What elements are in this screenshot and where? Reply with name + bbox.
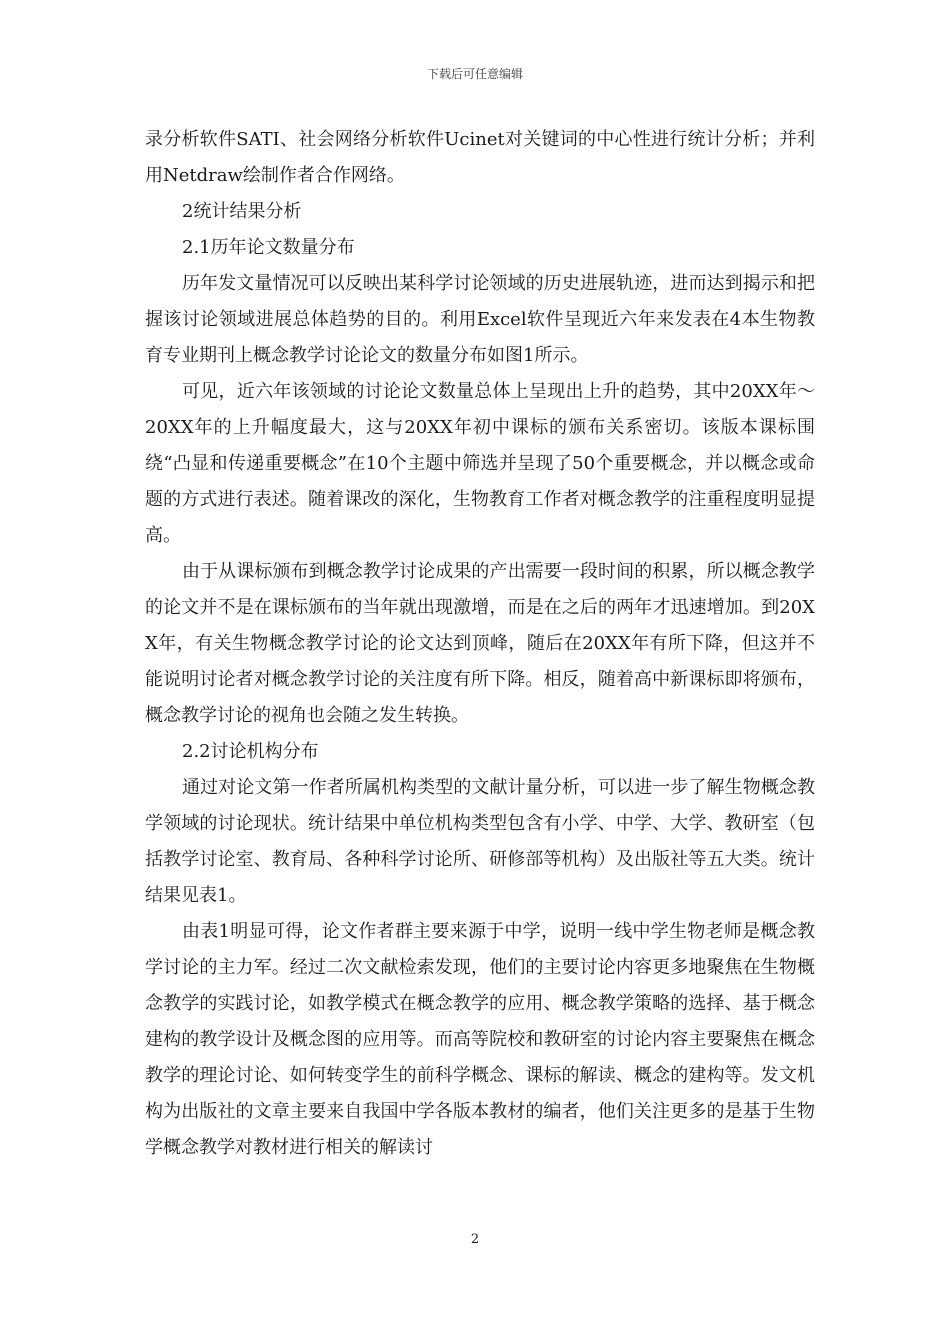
paragraph-institution-types: 通过对论文第一作者所属机构类型的文献计量分析，可以进一步了解生物概念教学领域的讨论现状。统计结果中单位机构类型包含有小学、中学、大学、教研室（包括教学讨论室、教育局、各种科学讨论所、研修部等机构）及出版社等五大类。统计结果见表1。	[145, 777, 815, 906]
subsection-heading-2-1: 2.1历年论文数量分布	[182, 237, 355, 258]
paragraph-peak-analysis: 由于从课标颁布到概念教学讨论成果的产出需要一段时间的积累，所以概念教学的论文并不是在课标颁布的当年就出现激增，而是在之后的两年才迅速增加。到20XX年，有关生物概念教学讨论的论文达到顶峰，随后在20XX年有所下降，但这并不能说明讨论者对概念教学讨论的关注度有所下降。相反，随着高中新课标即将颁布，概念教学讨论的视角也会随之发生转换。	[145, 561, 815, 726]
paragraph-publication-trend: 历年发文量情况可以反映出某科学讨论领域的历史进展轨迹，进而达到揭示和把握该讨论领域进展总体趋势的目的。利用Excel软件呈现近六年来发表在4本生物教育专业期刊上概念教学讨论论文的数量分布如图1所示。	[145, 273, 815, 366]
document-body	[145, 122, 815, 1166]
paragraph-institution-analysis: 由表1明显可得，论文作者群主要来源于中学，说明一线中学生物老师是概念教学讨论的主力军。经过二次文献检索发现，他们的主要讨论内容更多地聚焦在生物概念教学的实践讨论，如教学模式在概念教学的应用、概念教学策略的选择、基于概念建构的教学设计及概念图的应用等。而高等院校和教研室的讨论内容主要聚焦在概念教学的理论讨论、如何转变学生的前科学概念、课标的解读、概念的建构等。发文机构为出版社的文章主要来自我国中学各版本教材的编者，他们关注更多的是基于生物学概念教学对教材进行相关的解读讨	[145, 921, 815, 1158]
subsection-heading-2-2: 2.2讨论机构分布	[182, 741, 319, 762]
paragraph-trend-analysis: 可见，近六年该领域的讨论论文数量总体上呈现出上升的趋势，其中20XX年～20XX年的上升幅度最大，这与20XX年初中课标的颁布关系密切。该版本课标围绕“凸显和传递重要概念”在10个主题中筛选并呈现了50个重要概念，并以概念或命题的方式进行表述。随着课改的深化，生物教育工作者对概念教学的注重程度明显提高。	[145, 381, 815, 546]
paragraph-continued: 录分析软件SATI、社会网络分析软件Ucinet对关键词的中心性进行统计分析；并利用Netdraw绘制作者合作网络。	[145, 129, 815, 186]
page-number: 2	[470, 1232, 480, 1247]
section-heading-2: 2统计结果分析	[182, 201, 302, 222]
page-header-note: 下载后可任意编辑	[426, 67, 523, 81]
